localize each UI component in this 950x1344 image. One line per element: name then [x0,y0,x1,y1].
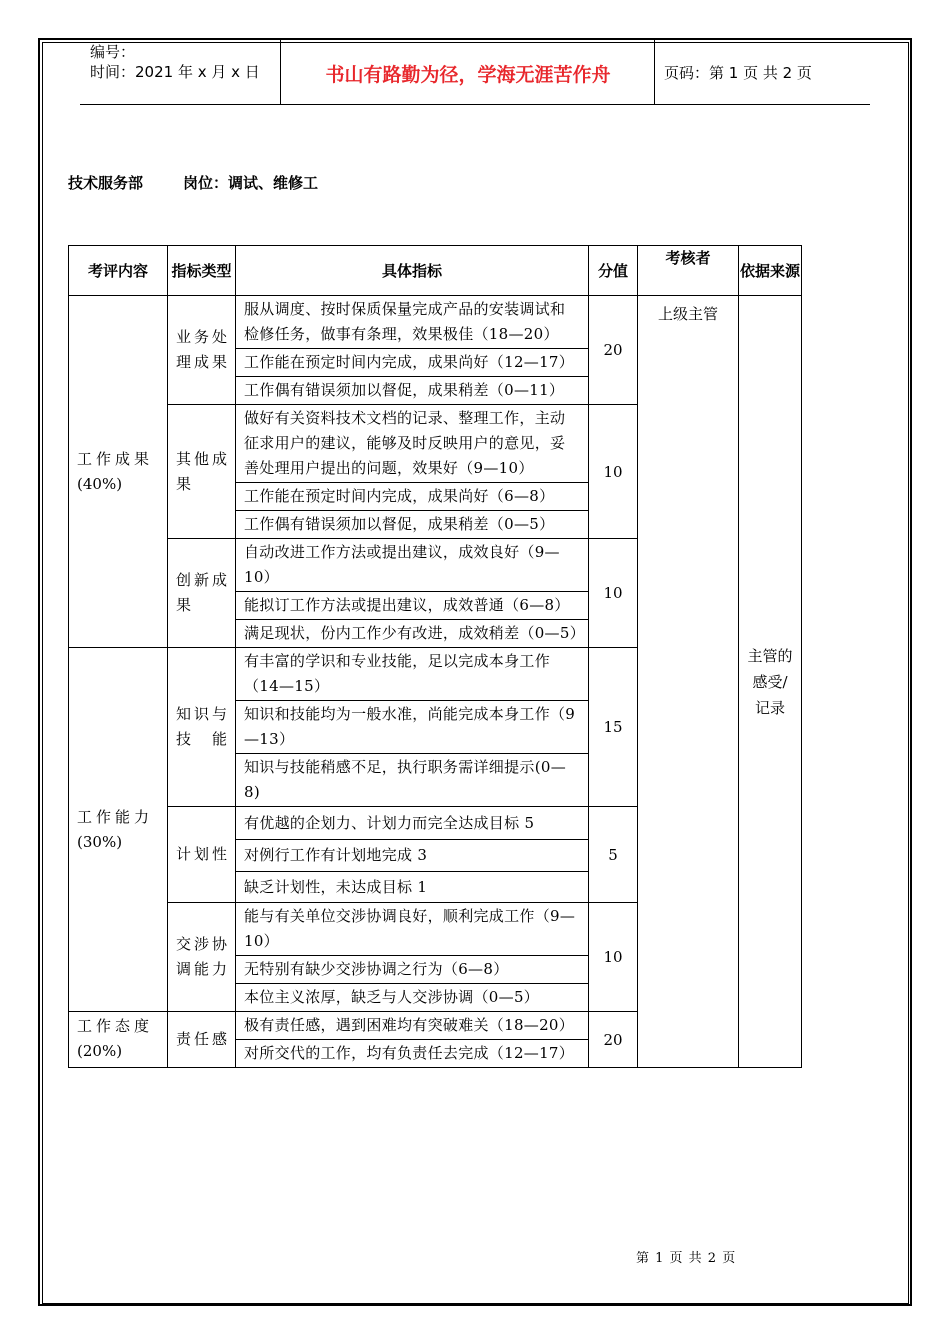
indicator-cell: 工作偶有错误须加以督促，成果稍差（0—5） [236,511,589,539]
indicator-cell: 知识与技能稍感不足，执行职务需详细提示(0—8) [236,754,589,807]
category-name: 工作成果 [77,449,154,468]
indicator-cell: 能与有关单位交涉协调良好，顺利完成工作（9—10） [236,903,589,956]
score-cell: 5 [589,807,638,903]
category-pct: (40%) [77,474,123,493]
category-work-ability [69,648,168,1012]
score-cell: 10 [589,539,638,648]
indicator-cell: 缺乏计划性，未达成目标 1 [236,872,589,903]
indicator-cell: 极有责任感，遇到困难均有突破难关（18—20） [236,1012,589,1040]
indicator-cell: 满足现状，份内工作少有改进，成效稍差（0—5） [236,620,589,648]
score-cell: 20 [589,296,638,405]
table-row [69,296,802,349]
doc-number-label: 编号： [90,43,136,61]
indicator-cell: 本位主义浓厚，缺乏与人交涉协调（0—5） [236,984,589,1012]
score-cell: 20 [589,1012,638,1068]
type-cell: 知识与技能 [168,648,236,807]
header-divider-left [280,38,281,105]
score-cell: 10 [589,903,638,1012]
evaluation-table [68,245,802,1068]
footer-page-number: 第 1 页 共 2 页 [636,1251,737,1266]
indicator-cell: 做好有关资料技术文档的记录、整理工作，主动征求用户的建议，能够及时反映用户的意见，妥善处理用户提出的问题，效果好（9—10） [236,405,589,483]
type-cell: 其他成果 [168,405,236,539]
category-name: 工作能力 [77,807,154,826]
score-cell: 10 [589,405,638,539]
category-work-attitude [69,1012,168,1068]
type-cell: 业务处理成果 [168,296,236,405]
header-page-info: 页码：第 1 页 共 2 页 [664,64,812,82]
doc-time-label: 时间：2021 年 x 月 x 日 [90,63,260,81]
assessor-cell: 上级主管 [638,296,739,1068]
indicator-cell: 知识和技能均为一般水准，尚能完成本身工作（9—13） [236,701,589,754]
th-score: 分值 [589,246,638,296]
category-pct: (20%) [77,1042,123,1060]
type-cell: 交涉协调能力 [168,903,236,1012]
category-pct: (30%) [77,832,123,851]
indicator-cell: 工作能在预定时间内完成，成果尚好（12—17） [236,349,589,377]
indicator-cell: 能拟订工作方法或提出建议，成效普通（6—8） [236,592,589,620]
post-name: 岗位：调试、维修工 [183,174,319,192]
score-cell: 15 [589,648,638,807]
th-type: 指标类型 [168,246,236,296]
department-line [68,172,318,193]
table-header-row [69,246,802,296]
type-cell: 计划性 [168,807,236,903]
indicator-cell: 工作能在预定时间内完成，成果尚好（6—8） [236,483,589,511]
category-name: 工作态度 [77,1017,154,1035]
header-bottom-rule [80,104,870,105]
type-cell: 创新成果 [168,539,236,648]
indicator-cell: 自动改进工作方法或提出建议，成效良好（9—10） [236,539,589,592]
header-divider-right [654,38,655,105]
indicator-cell: 无特别有缺少交涉协调之行为（6—8） [236,956,589,984]
category-work-results [69,296,168,648]
header-top-rule [80,38,870,39]
th-indicator: 具体指标 [236,246,589,296]
indicator-cell: 工作偶有错误须加以督促，成果稍差（0—11） [236,377,589,405]
indicator-cell: 对例行工作有计划地完成 3 [236,840,589,872]
type-cell: 责任感 [168,1012,236,1068]
indicator-cell: 有优越的企划力、计划力而完全达成目标 5 [236,807,589,840]
department-name: 技术服务部 [68,174,144,192]
th-source: 依据来源 [739,246,802,296]
indicator-cell: 有丰富的学识和专业技能，足以完成本身工作（14—15） [236,648,589,701]
source-cell: 主管的感受/记录 [739,296,802,1068]
th-content: 考评内容 [69,246,168,296]
indicator-cell: 服从调度、按时保质保量完成产品的安装调试和检修任务，做事有条理，效果极佳（18—20） [236,296,589,349]
header-meta [90,42,260,82]
header-motto: 书山有路勤为径，学海无涯苦作舟 [325,64,611,86]
th-assessor: 考核者 [638,246,739,296]
indicator-cell: 对所交代的工作，均有负责任去完成（12—17） [236,1040,589,1068]
